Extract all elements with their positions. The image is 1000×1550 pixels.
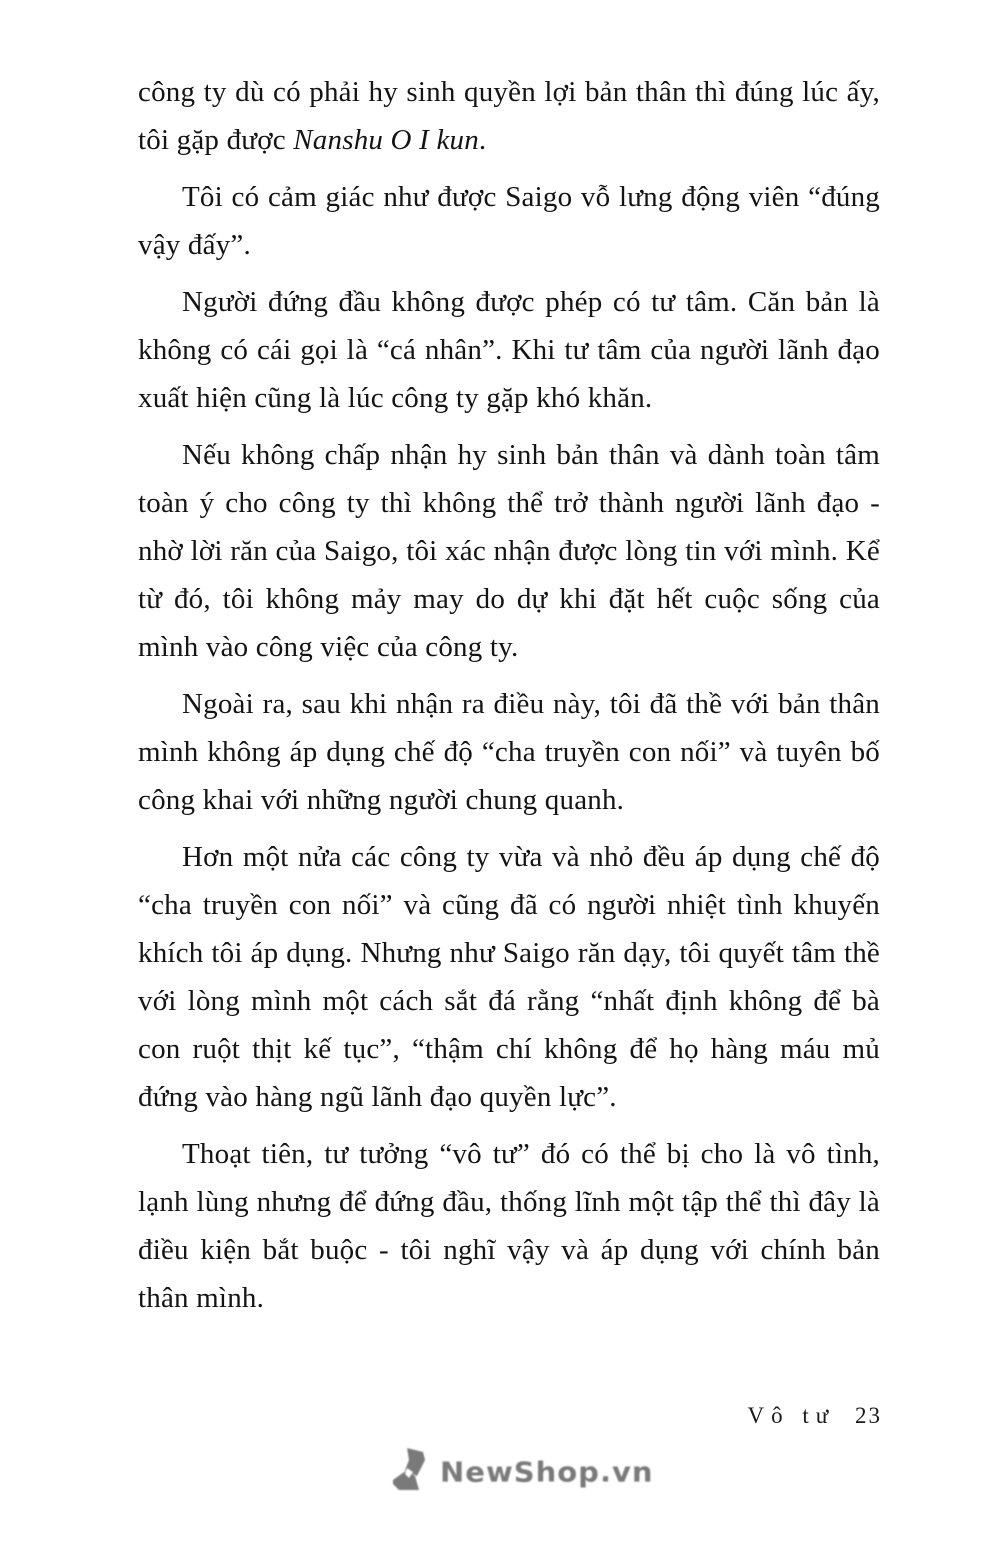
paragraph [138, 680, 880, 824]
paragraph [138, 173, 880, 269]
paragraph [138, 68, 880, 164]
page-body-text [138, 68, 880, 1331]
page-number: 23 [855, 1403, 882, 1428]
newshop-watermark [393, 1446, 654, 1498]
text-run: Nếu không chấp nhận hy sinh bản thân và dành toàn tâm toàn ý cho công ty thì không thể trở thành người lãnh đạo - nhờ lời răn của Saigo, tôi xác nhận được lòng tin với mình. Kể từ đó, tôi không mảy may do dự khi đặt hết cuộc sống của mình vào công việc của công ty. [138, 439, 880, 663]
text-run: Ngoài ra, sau khi nhận ra điều này, tôi đã thề với bản thân mình không áp dụng chế độ “cha truyền con nối” và tuyên bố công khai với những người chung quanh. [138, 688, 880, 816]
paragraph [138, 1130, 880, 1322]
paragraph [138, 431, 880, 671]
text-run: Thoạt tiên, tư tưởng “vô tư” đó có thể bị cho là vô tình, lạnh lùng nhưng để đứng đầu, thống lĩnh một tập thể thì đây là điều kiện bắt buộc - tôi nghĩ vậy và áp dụng với chính bản thân mình. [138, 1138, 880, 1314]
watermark-text: NewShop.vn [440, 1455, 654, 1489]
text-run: công ty dù có phải hy sinh quyền lợi bản thân thì đúng lúc ấy, tôi gặp được [138, 76, 880, 156]
page-footer [748, 1403, 882, 1429]
text-run: Hơn một nửa các công ty vừa và nhỏ đều áp dụng chế độ “cha truyền con nối” và cũng đã có người nhiệt tình khuyến khích tôi áp dụng. Nhưng như Saigo răn dạy, tôi quyết tâm thề với lòng mình một cách sắt đá rằng “nhất định không để bà con ruột thịt kế tục”, “thậm chí không để họ hàng máu mủ đứng vào hàng ngũ lãnh đạo quyền lực”. [138, 841, 880, 1113]
text-run-italic: Nanshu O I kun [293, 124, 479, 156]
text-run: . [478, 124, 487, 156]
paragraph [138, 278, 880, 422]
running-title: Vô tư [747, 1403, 836, 1428]
paragraph [138, 833, 880, 1121]
text-run: Người đứng đầu không được phép có tư tâm. Căn bản là không có cái gọi là “cá nhân”. Khi tư tâm của người lãnh đạo xuất hiện cũng là lúc công ty gặp khó khăn. [138, 286, 880, 414]
text-run: Tôi có cảm giác như được Saigo vỗ lưng động viên “đúng vậy đấy”. [138, 181, 880, 261]
newshop-logo-icon [393, 1446, 433, 1498]
